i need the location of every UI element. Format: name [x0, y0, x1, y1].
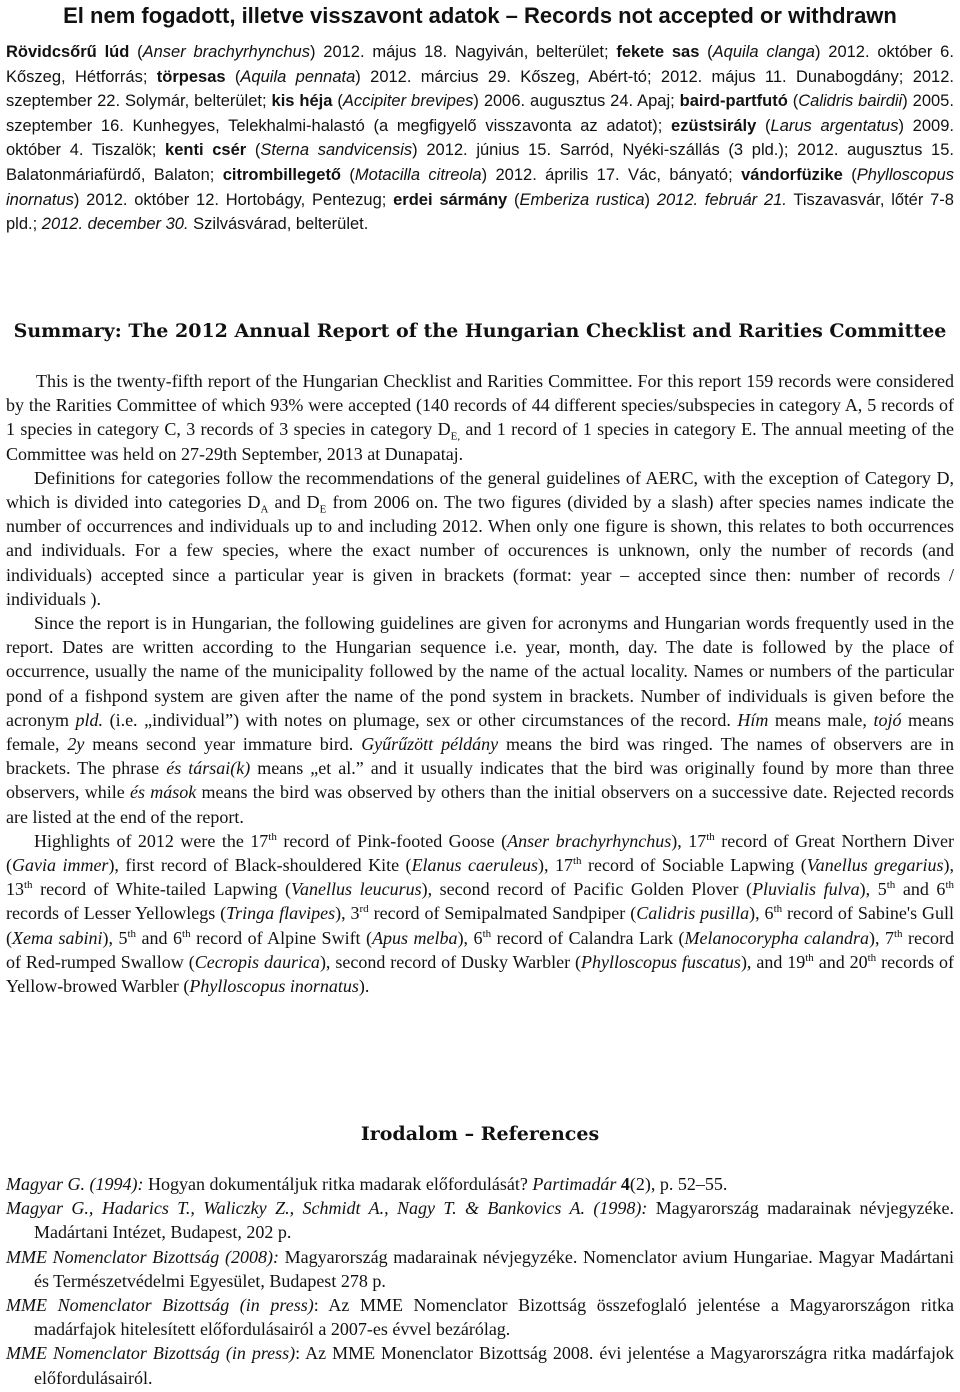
- summary-paragraph: [6, 369, 954, 466]
- text-run: record of Pink-footed Goose (: [276, 830, 508, 851]
- italic-text: Calidris pusilla: [636, 903, 750, 924]
- superscript: th: [706, 830, 715, 843]
- text-run: record of Semipalmated Sandpiper (: [368, 903, 637, 924]
- summary-text: (i.e. „individual”) with notes on plumage, sex or other circumstances of the record.: [103, 709, 738, 730]
- record-date: 2012. február 21.: [656, 190, 787, 209]
- text-run: ), 6: [749, 903, 774, 924]
- superscript: th: [572, 855, 582, 868]
- superscript: th: [773, 903, 783, 916]
- italic-text: Vanellus gregarius: [806, 855, 944, 876]
- species-scientific-name: Phylloscopus inornatus: [6, 165, 954, 209]
- superscript: th: [482, 927, 492, 940]
- text-run: : Az MME Nomenclator Bizottság összefoglaló jelentése a Magyarországon ritka madárfajok hitelesített előfordulásairól a 2007-es évvel bezárólag.: [34, 1295, 955, 1340]
- superscript: th: [182, 927, 191, 940]
- species-common-name: baird-partfutó: [679, 92, 788, 111]
- text-run: ), 17: [538, 855, 573, 876]
- subscript: E,: [450, 431, 461, 443]
- superscript: th: [945, 879, 954, 892]
- record-details: 2012. október 12. Hortobágy, Pentezug;: [86, 190, 387, 209]
- section-title-rejected: El nem fogadott, illetve visszavont adatok – Records not accepted or withdrawn: [63, 3, 897, 28]
- superscript: th: [127, 927, 137, 940]
- record-details: 2012. október 6. Kőszeg, Hétforrás;: [6, 43, 954, 86]
- record-details: 2006. augusztus 24. Apaj;: [483, 92, 675, 111]
- species-scientific-name: Emberiza rustica: [519, 190, 645, 209]
- italic-term: Hím: [737, 709, 769, 730]
- text-run: ), 3: [335, 903, 360, 924]
- subscript: A: [260, 503, 269, 516]
- species-common-name: fekete sas: [616, 43, 700, 61]
- reference-item: [6, 1172, 954, 1196]
- text-run: records of Yellow-browed Warbler (: [6, 951, 954, 997]
- text-run: record of Great Northern Diver (: [6, 830, 954, 876]
- italic-term: 2y: [67, 734, 85, 755]
- summary-text: Definitions for categories follow the recommendations of the general guidelines of AERC, with the exception of Category D, which is divided into categories D: [6, 467, 954, 513]
- text-run: : Az MME Monenclator Bizottság 2008. évi jelentése a Magyarországra ritka madárfajok előfordulásairól.: [34, 1343, 954, 1388]
- italic-text: Melanocorypha calandra: [684, 927, 869, 948]
- record-details: 2012. április 17. Vác, bányató;: [495, 165, 733, 184]
- italic-text: Vanellus leucurus: [291, 879, 422, 900]
- summary-text: This is the twenty-fifth report of the Hungarian Checklist and Rarities Committee. For this report 159 records were considered by the Rarities Committee of which 93% were accepted (140 records of 44 different species/subspecies in category A, 5 records of 1 species in category C, 3 records of 3 species in category D: [6, 371, 954, 440]
- record-details: 2012. május 18. Nagyiván, belterület;: [323, 43, 609, 61]
- species-common-name: citrombillegető: [222, 165, 342, 184]
- reference-item: [6, 1245, 954, 1293]
- text-run: ), 6: [457, 927, 483, 948]
- superscript: th: [867, 951, 877, 964]
- references-list: [6, 1172, 954, 1390]
- italic-text: Xema sabini: [12, 927, 103, 948]
- species-scientific-name: Calidris bairdii: [798, 92, 903, 111]
- summary-body: [6, 369, 954, 998]
- text-run: ), and 19: [740, 951, 806, 972]
- text-run: Magyarország madarainak névjegyzéke. Madártani Intézet, Budapest, 202 p.: [34, 1198, 954, 1243]
- species-scientific-name: Aquila pennata: [240, 67, 356, 86]
- italic-text: MME Nomenclator Bizottság (2008):: [6, 1246, 279, 1267]
- species-scientific-name: Accipiter brevipes: [342, 92, 474, 111]
- bold-text: 4: [620, 1174, 630, 1194]
- text-run: record of Red-rumped Swallow (: [6, 927, 955, 972]
- rejected-records-paragraph: Rövidcsőrű lúd (Anser brachyrhynchus) 2012. május 18. Nagyiván, belterület; fekete sas (Aquila clanga) 2012. október 6. Kőszeg, Hétforrás; törpesas (Aquila pennata) 2012. március 29. Kőszeg, Abért-tó; 2012. május 11. Dunabogdány; 2012. szeptember 22. Solymár, belterület; kis héja (Accipiter brevipes) 2006. augusztus 24. Apaj; baird-partfutó (Calidris bairdii) 2005. szeptember 16. Kunhegyes, Telekhalmi-halastó (a megfigyelő visszavonta az adatot); ezüstsirály (Larus argentatus) 2009. október 4. Tiszalök; kenti csér (Sterna sandvicensis) 2012. június 15. Sarród, Nyéki-szállás (3 pld.); 2012. augusztus 15. Balatonmáriafürdő, Balaton; citrombillegető (Motacilla citreola) 2012. április 17. Vác, bányató; vándorfüzike (Phylloscopus inornatus) 2012. október 12. Hortobágy, Pentezug; erdei sármány (Emberiza rustica) 2012. február 21. Tiszavasvár, lőtér 7-8 pld.; 2012. december 30. Szilvásvárad, belterület.: [6, 43, 954, 234]
- summary-text: means the bird was ringed. The names of observers are in brackets. The phrase: [6, 734, 955, 779]
- reference-item: [6, 1341, 954, 1389]
- superscript: th: [268, 830, 277, 843]
- text-run: ), first record of Black-shouldered Kite (: [108, 855, 412, 876]
- text-run: ).: [358, 976, 370, 997]
- text-run: and 20: [813, 951, 868, 972]
- italic-term: és társai(k): [166, 758, 251, 779]
- superscript: th: [805, 951, 814, 964]
- species-common-name: kis héja: [271, 92, 333, 111]
- summary-text: and D: [268, 492, 320, 513]
- italic-text: Gavia immer: [12, 855, 109, 876]
- italic-text: Phylloscopus fuscatus: [581, 951, 741, 972]
- italic-term: tojó: [873, 709, 902, 730]
- text-run: (2), p. 52–55.: [629, 1174, 728, 1194]
- text-run: ), 13: [6, 855, 954, 900]
- text-run: ), second record of Dusky Warbler (: [319, 951, 582, 972]
- text-run: Highlights of 2012 were the 17: [34, 830, 269, 851]
- superscript: th: [893, 927, 903, 940]
- text-run: record of Alpine Swift (: [190, 927, 373, 948]
- summary-text: means „et al.” and it usually indicates that the bird was originally found by more than three observers, while: [6, 758, 955, 803]
- text-run: record of White-tailed Lapwing (: [32, 879, 292, 900]
- references-title: Irodalom – References: [360, 1123, 600, 1145]
- text-run: record of Calandra Lark (: [491, 927, 685, 948]
- italic-text: Magyar G. (1994):: [6, 1174, 144, 1194]
- record-details: Szilvásvárad, belterület.: [193, 215, 369, 234]
- species-scientific-name: Anser brachyrhynchus: [142, 43, 310, 61]
- species-scientific-name: Aquila clanga: [712, 43, 815, 61]
- text-run: record of Sociable Lapwing (: [581, 855, 807, 876]
- reference-item: [6, 1196, 954, 1244]
- text-run: record of Sabine's Gull (: [6, 903, 955, 948]
- species-common-name: vándorfüzike: [741, 165, 843, 184]
- species-scientific-name: Larus argentatus: [770, 116, 899, 135]
- italic-text: Cecropis daurica: [194, 951, 320, 972]
- text-run: ), second record of Pacific Golden Plover (: [421, 879, 753, 900]
- summary-text: means second year immature bird.: [84, 734, 362, 755]
- species-common-name: ezüstsirály: [671, 116, 757, 135]
- italic-text: MME Nomenclator Bizottság (in press): [6, 1343, 296, 1364]
- italic-text: Anser brachyrhynchus: [507, 830, 672, 851]
- italic-text: Elanus caeruleus: [411, 855, 538, 876]
- italic-text: Partimadár: [532, 1174, 617, 1194]
- italic-text: Apus melba: [372, 927, 458, 948]
- italic-term: Gyűrűzött példány: [361, 734, 499, 755]
- species-common-name: kenti csér: [165, 141, 247, 160]
- species-common-name: Rövidcsőrű lúd: [6, 43, 130, 61]
- italic-text: Magyar G., Hadarics T., Waliczky Z., Schmidt A., Nagy T. & Bankovics A. (1998):: [6, 1198, 648, 1219]
- species-common-name: erdei sármány: [393, 190, 508, 209]
- text-run: and 6: [895, 879, 946, 900]
- species-common-name: törpesas: [156, 67, 226, 86]
- superscript: rd: [359, 903, 369, 916]
- record-details: 2005. szeptember 16. Kunhegyes, Telekhalmi-halastó (a megfigyelő visszavonta az adatot);: [6, 92, 954, 135]
- italic-term: és mások: [130, 782, 197, 803]
- summary-text: Since the report is in Hungarian, the following guidelines are given for acronyms and Hungarian words frequently used in the report. Dates are written according to the Hungarian sequence i.e. year, month, day. The date is followed by the place of occurrence, usually the name of the municipality followed by the name of the actual locality. Names or numbers of the particular pond of a fishpond system are given after the name of the pond system in brackets. Number of individuals is given before the acronym: [6, 613, 954, 730]
- record-details: Tiszavasvár, lőtér 7-8 pld.;: [6, 190, 954, 234]
- summary-text: means the bird was observed by others than the initial observers on a successive date. Rejected records are listed at the end of the report.: [6, 782, 955, 827]
- record-details: 2012. március 29. Kőszeg, Abért-tó; 2012. május 11. Dunabogdány; 2012. szeptember 22. Solymár, belterület;: [6, 67, 954, 111]
- subscript: E: [319, 503, 327, 516]
- text-run: Magyarország madarainak névjegyzéke. Nomenclator avium Hungariae. Magyar Madártani és Természetvédelmi Egyesület, Budapest 278 p.: [34, 1246, 955, 1291]
- record-details: 2012. június 15. Sarród, Nyéki-szállás (3 pld.); 2012. augusztus 15. Balatonmáriafürdő, Balaton;: [6, 141, 954, 184]
- summary-paragraph: [6, 466, 954, 611]
- italic-term: pld.: [75, 709, 104, 730]
- summary-text: means female,: [6, 709, 955, 755]
- text-run: ), 7: [868, 927, 894, 948]
- species-scientific-name: Motacilla citreola: [354, 165, 482, 184]
- summary-paragraph-highlights: [6, 829, 954, 998]
- reference-item: [6, 1293, 954, 1341]
- summary-text: from 2006 on. The two figures (divided by a slash) after species names indicate the number of occurrences and individuals up to and including 2012. When only one figure is shown, this relates to both occurrences and individuals. For a few species, where the exact number of occurences is unknown, only the number of records (and individuals) accepted since a particular year is given in brackets (format: year – accepted since then: number of records / individuals ).: [6, 492, 954, 609]
- text-run: ), 5: [102, 927, 128, 948]
- text-run: ), 5: [859, 879, 887, 900]
- text-run: ), 17: [671, 830, 707, 851]
- summary-text: and 1 record of 1 species in category E. The annual meeting of the Committee was held on 27-29th September, 2013 at Dunapataj.: [6, 419, 955, 464]
- record-details: 2009. október 4. Tiszalök;: [6, 116, 954, 160]
- superscript: th: [886, 879, 896, 892]
- italic-text: Pluvialis fulva: [752, 879, 860, 900]
- italic-text: Phylloscopus inornatus: [189, 976, 359, 997]
- text-run: and 6: [136, 927, 183, 948]
- italic-text: MME Nomenclator Bizottság (in press): [6, 1295, 314, 1316]
- text-run: records of Lesser Yellowlegs (: [6, 903, 227, 924]
- summary-text: means male,: [768, 709, 874, 730]
- superscript: th: [24, 879, 33, 892]
- italic-text: Tringa flavipes: [226, 903, 336, 924]
- summary-title: Summary: The 2012 Annual Report of the Hungarian Checklist and Rarities Committee: [13, 320, 947, 342]
- record-date: 2012. december 30.: [41, 215, 189, 234]
- summary-paragraph: [6, 611, 954, 829]
- species-scientific-name: Sterna sandvicensis: [260, 141, 413, 160]
- text-run: Hogyan dokumentáljuk ritka madarak előfordulását?: [143, 1174, 533, 1194]
